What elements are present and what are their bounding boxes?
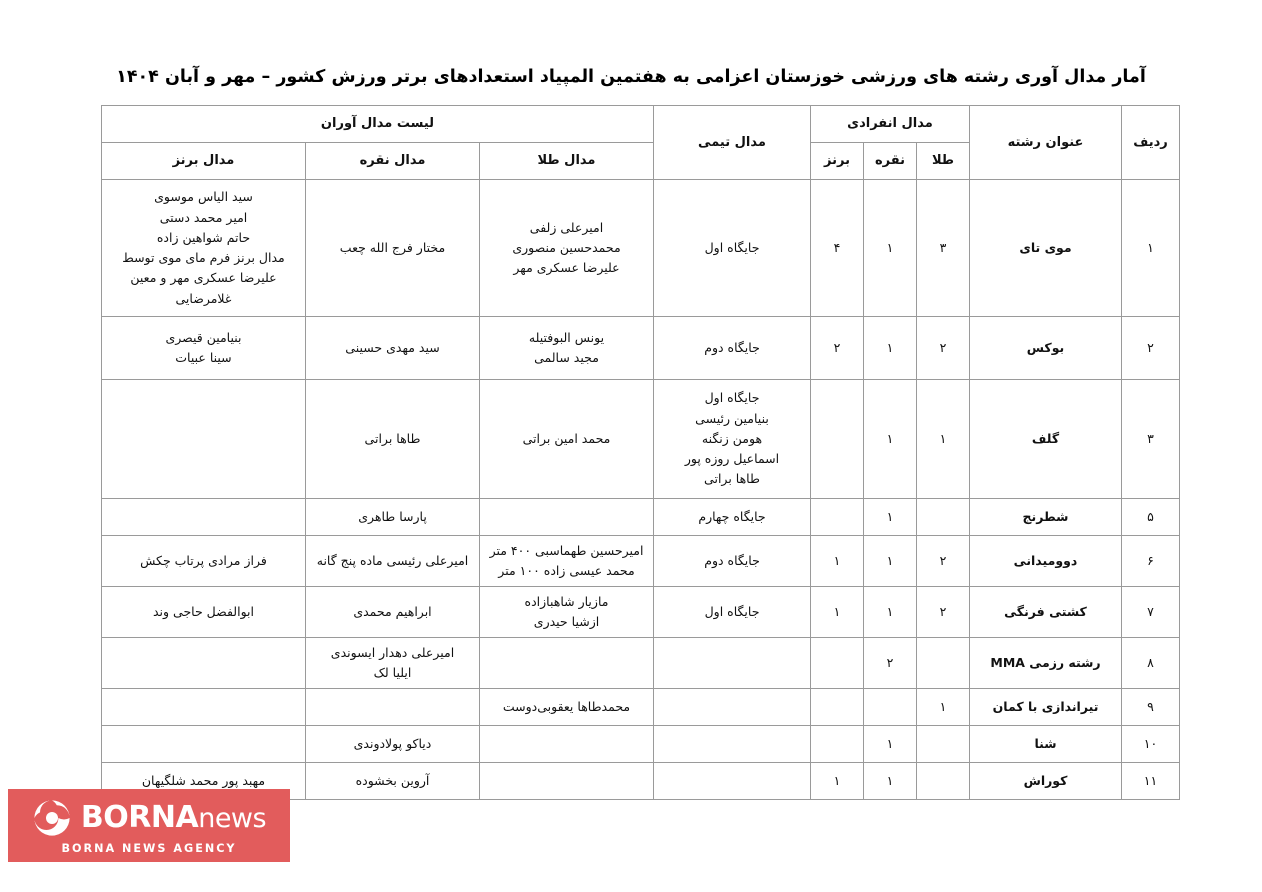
cell-radif: ۲ — [1122, 317, 1180, 380]
cell-radif: ۳ — [1122, 380, 1180, 499]
cell-medalists-bronze: ابوالفضل حاجی وند — [101, 587, 305, 638]
cell-sport-name: گلف — [970, 380, 1122, 499]
cell-silver-count: ۱ — [864, 380, 917, 499]
cell-team-medal — [654, 689, 811, 726]
cell-sport-name: دوومیدانی — [970, 536, 1122, 587]
cell-medalists-silver: امیرعلی رئیسی ماده پنج گانه — [306, 536, 480, 587]
cell-bronze-count — [811, 689, 864, 726]
cell-medalists-bronze — [101, 689, 305, 726]
cell-medalists-bronze — [101, 726, 305, 763]
cell-medalists-bronze — [101, 638, 305, 689]
cell-medalists-silver: ابراهیم محمدی — [306, 587, 480, 638]
cell-medalists-bronze: مهبد پور محمد شلگیهان — [101, 763, 305, 800]
cell-bronze-count — [811, 499, 864, 536]
cell-sport-name: رشته رزمی MMA — [970, 638, 1122, 689]
cell-radif: ۹ — [1122, 689, 1180, 726]
cell-bronze-count — [811, 380, 864, 499]
cell-radif: ۱۱ — [1122, 763, 1180, 800]
cell-medalists-bronze: بنیامین قیصری سینا عبیات — [101, 317, 305, 380]
table-row — [101, 587, 1179, 638]
cell-team-medal: جایگاه دوم — [654, 536, 811, 587]
header-radif: ردیف — [1122, 106, 1180, 180]
cell-gold-count — [917, 499, 970, 536]
table-head — [101, 106, 1179, 180]
cell-bronze-count: ۱ — [811, 763, 864, 800]
medal-table-container — [102, 105, 1180, 800]
cell-radif: ۵ — [1122, 499, 1180, 536]
header-medalists-silver: مدال نقره — [306, 143, 480, 180]
logo-brand-bold: BORNA — [80, 800, 199, 835]
cell-gold-count: ۲ — [917, 587, 970, 638]
table-row — [101, 317, 1179, 380]
cell-team-medal: جایگاه اول — [654, 180, 811, 317]
cell-radif: ۸ — [1122, 638, 1180, 689]
cell-medalists-gold: محمد امین براتی — [480, 380, 654, 499]
cell-radif: ۷ — [1122, 587, 1180, 638]
cell-medalists-gold: محمدطاها یعقوبی‌دوست — [480, 689, 654, 726]
cell-gold-count: ۲ — [917, 317, 970, 380]
header-bronze: برنز — [811, 143, 864, 180]
header-medalists-gold: مدال طلا — [480, 143, 654, 180]
cell-sport-name: شطرنج — [970, 499, 1122, 536]
cell-medalists-silver: مختار فرج الله چعب — [306, 180, 480, 317]
cell-silver-count: ۱ — [864, 180, 917, 317]
cell-team-medal: جایگاه دوم — [654, 317, 811, 380]
header-medalists-group: لیست مدال آوران — [101, 106, 653, 143]
logo-brand-light: news — [198, 803, 267, 834]
cell-medalists-silver: پارسا طاهری — [306, 499, 480, 536]
cell-medalists-silver: امیرعلی دهدار ایسوندی ایلیا لک — [306, 638, 480, 689]
header-gold: طلا — [917, 143, 970, 180]
eye-circle-icon — [32, 798, 72, 838]
cell-bronze-count: ۱ — [811, 587, 864, 638]
cell-radif: ۶ — [1122, 536, 1180, 587]
table-body — [101, 180, 1179, 800]
cell-medalists-bronze: فراز مرادی پرتاب چکش — [101, 536, 305, 587]
cell-silver-count: ۱ — [864, 587, 917, 638]
cell-medalists-silver: سید مهدی حسینی — [306, 317, 480, 380]
cell-medalists-bronze: سید الیاس موسوی امیر محمد دستی حاتم شواهین زاده مدال برنز فرم مای موی توسط علیرضا عسکری مهر و معین غلامرضایی — [101, 180, 305, 317]
cell-medalists-silver — [306, 689, 480, 726]
cell-sport-name: بوکس — [970, 317, 1122, 380]
cell-radif: ۱۰ — [1122, 726, 1180, 763]
header-row-top — [101, 106, 1179, 143]
table-row — [101, 726, 1179, 763]
cell-silver-count — [864, 689, 917, 726]
cell-medalists-silver: طاها براتی — [306, 380, 480, 499]
cell-medalists-gold: امیرعلی زلفی محمدحسین منصوری علیرضا عسکری مهر — [480, 180, 654, 317]
cell-medalists-gold — [480, 499, 654, 536]
cell-team-medal — [654, 763, 811, 800]
cell-medalists-bronze — [101, 499, 305, 536]
table-row — [101, 689, 1179, 726]
cell-sport-name: موی تای — [970, 180, 1122, 317]
cell-medalists-gold — [480, 726, 654, 763]
cell-medalists-silver: دیاکو پولادوندی — [306, 726, 480, 763]
cell-gold-count: ۱ — [917, 380, 970, 499]
cell-silver-count: ۲ — [864, 638, 917, 689]
cell-team-medal: جایگاه اول بنیامین رئیسی هومن زنگنه اسماعیل روزه پور طاها براتی — [654, 380, 811, 499]
cell-team-medal — [654, 638, 811, 689]
table-row — [101, 536, 1179, 587]
cell-bronze-count: ۱ — [811, 536, 864, 587]
cell-team-medal — [654, 726, 811, 763]
cell-bronze-count: ۲ — [811, 317, 864, 380]
table-row — [101, 499, 1179, 536]
table-row — [101, 638, 1179, 689]
header-individual-medal-group: مدال انفرادی — [811, 106, 970, 143]
table-row — [101, 180, 1179, 317]
cell-sport-name: کشتی فرنگی — [970, 587, 1122, 638]
header-sport: عنوان رشته — [970, 106, 1122, 180]
logo-wordmark — [80, 800, 267, 835]
cell-gold-count: ۱ — [917, 689, 970, 726]
cell-bronze-count — [811, 638, 864, 689]
cell-medalists-gold: مازیار شاهبازاده ازشیا حیدری — [480, 587, 654, 638]
cell-gold-count — [917, 638, 970, 689]
cell-silver-count: ۱ — [864, 763, 917, 800]
cell-medalists-gold: امیرحسین طهماسبی ۴۰۰ متر محمد عیسی زاده ۱۰۰ متر — [480, 536, 654, 587]
cell-gold-count: ۲ — [917, 536, 970, 587]
header-medalists-bronze: مدال برنز — [101, 143, 305, 180]
cell-bronze-count — [811, 726, 864, 763]
cell-silver-count: ۱ — [864, 536, 917, 587]
cell-medalists-silver: آروین بخشوده — [306, 763, 480, 800]
cell-gold-count: ۳ — [917, 180, 970, 317]
title-container — [0, 52, 1262, 102]
cell-team-medal: جایگاه چهارم — [654, 499, 811, 536]
cell-sport-name: تیراندازی با کمان — [970, 689, 1122, 726]
cell-medalists-gold — [480, 763, 654, 800]
cell-medalists-gold: یونس البوفتیله مجید سالمی — [480, 317, 654, 380]
page-title: آمار مدال آوری رشته های ورزشی خوزستان اعزامی به هفتمین المپیاد استعدادهای برتر ورزش کشور – مهر و آبان ۱۴۰۴ — [116, 66, 1146, 87]
cell-sport-name: کوراش — [970, 763, 1122, 800]
cell-silver-count: ۱ — [864, 499, 917, 536]
cell-gold-count — [917, 763, 970, 800]
header-silver: نقره — [864, 143, 917, 180]
cell-medalists-gold — [480, 638, 654, 689]
cell-gold-count — [917, 726, 970, 763]
cell-radif: ۱ — [1122, 180, 1180, 317]
logo-main-row — [32, 798, 266, 838]
table-row — [101, 380, 1179, 499]
borna-news-logo — [8, 789, 290, 862]
cell-silver-count: ۱ — [864, 726, 917, 763]
cell-team-medal: جایگاه اول — [654, 587, 811, 638]
header-team-medal: مدال تیمی — [654, 106, 811, 180]
cell-silver-count: ۱ — [864, 317, 917, 380]
cell-bronze-count: ۴ — [811, 180, 864, 317]
medal-statistics-table — [101, 105, 1180, 800]
cell-medalists-bronze — [101, 380, 305, 499]
logo-tagline: BORNA NEWS AGENCY — [61, 842, 237, 855]
cell-sport-name: شنا — [970, 726, 1122, 763]
